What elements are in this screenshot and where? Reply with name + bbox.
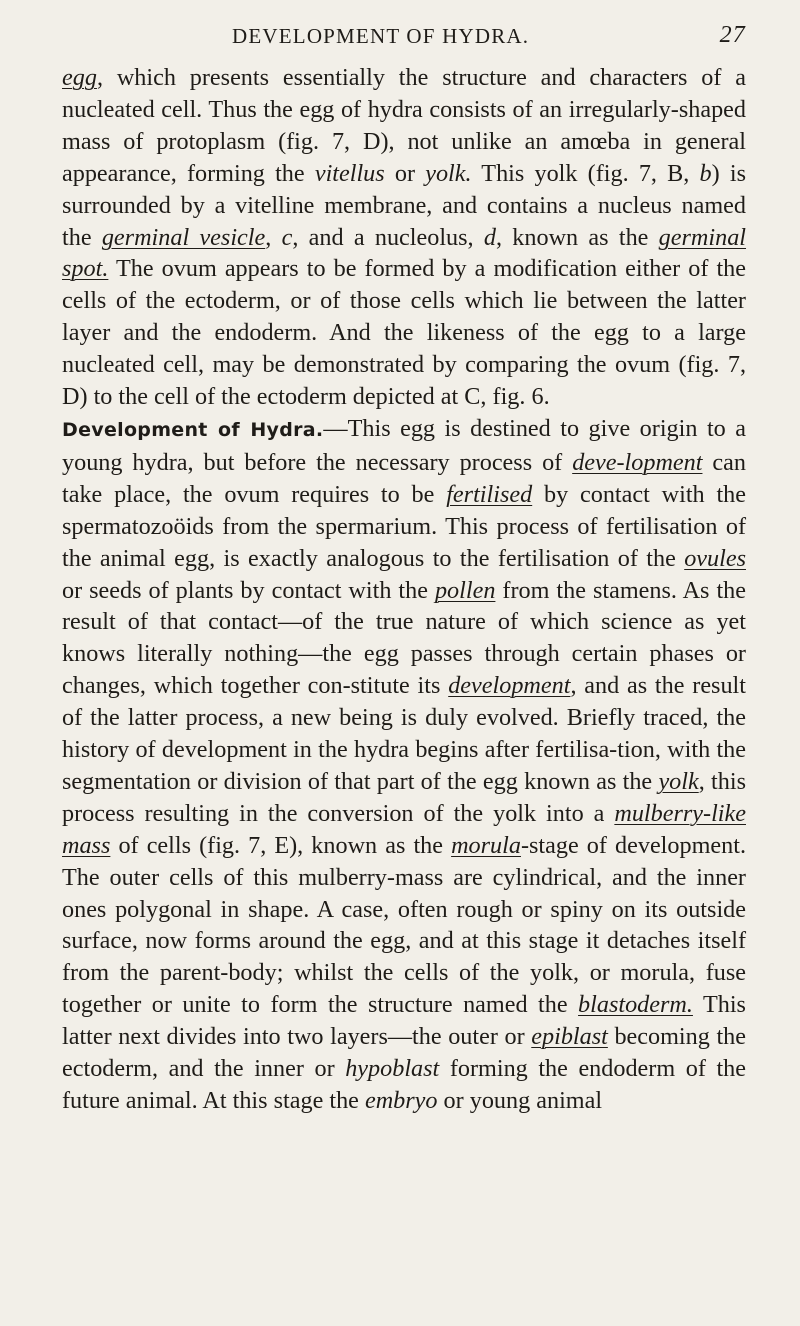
text-run: from the stamens. As the result of that contact—of the true nature of which science as yet knows literally nothing—the egg passes through certain phases or changes, which together con-stitute its — [62, 576, 746, 700]
text-run: , — [265, 223, 282, 251]
text-run: or — [384, 159, 426, 187]
text-run: of cells (fig. 7, E), known as the — [110, 831, 452, 859]
emphasized-term: epiblast — [531, 1023, 608, 1051]
emphasized-term: yolk. — [425, 159, 472, 187]
emphasized-term: fertilised — [446, 480, 533, 508]
emphasized-term: yolk — [658, 767, 699, 795]
emphasized-term: c — [281, 223, 293, 251]
emphasized-term: d — [483, 223, 496, 251]
text-run: or young animal — [437, 1087, 603, 1114]
emphasized-term: b — [699, 159, 712, 187]
section-heading: Development of Hydra. — [62, 418, 324, 441]
text-run: can take place, the ovum requires to be — [62, 448, 746, 508]
body-text — [62, 62, 746, 1117]
emphasized-term: mulberry-like mass — [62, 799, 746, 859]
text-run: , which presents essentially the structure and characters of a nucleated cell. Thus the egg of hydra consists of an irregularly-shaped mass of protoplasm (fig. 7, D), not unlike an amœba in general appearance, forming the — [62, 64, 746, 187]
emphasized-term: blastoderm. — [578, 991, 693, 1019]
text-run: becoming the ectoderm, and the inner or — [62, 1023, 746, 1083]
emphasized-term: ovules — [684, 544, 746, 572]
running-head — [62, 22, 746, 58]
running-title: DEVELOPMENT OF HYDRA. — [232, 24, 530, 48]
emphasized-term: development — [448, 672, 571, 700]
text-run: or seeds of plants by contact with the — [62, 576, 435, 604]
emphasized-term: hypoblast — [345, 1055, 440, 1083]
text-run: , and a nucleolus, — [292, 223, 484, 251]
text-run: by contact with the spermatozoöids from the spermarium. This process of fertilisation of the animal egg, is exactly analogous to the fertilisation of the — [62, 480, 747, 572]
text-run: , this process resulting in the conversion of the yolk into a — [62, 767, 746, 827]
text-run: —This egg is destined to give origin to a young hydra, but before the necessary process of — [62, 414, 746, 476]
emphasized-term: pollen — [434, 576, 496, 604]
text-run: This latter next divides into two layers—the outer or — [62, 991, 746, 1051]
text-run: forming the endoderm of the future animal. At this stage the — [62, 1055, 746, 1114]
emphasized-term: germinal vesicle — [101, 223, 266, 251]
text-run: This yolk (fig. 7, B, — [471, 159, 700, 187]
emphasized-term: vitellus — [314, 159, 385, 187]
page-number: 27 — [719, 22, 746, 48]
emphasized-term: morula — [451, 831, 521, 859]
paragraph — [62, 62, 746, 413]
emphasized-term: embryo — [364, 1087, 438, 1114]
emphasized-term: deve-lopment — [572, 448, 703, 476]
text-run: -stage of development. The outer cells of this mulberry-mass are cylindrical, and the inner ones polygonal in shape. A case, often rough or spiny on its outside surface, now forms around the egg, and at this stage it detaches itself from the parent-body; whilst the cells of the yolk, or morula, fuse together or unite to form the structure named the — [62, 831, 746, 1019]
text-run: , known as the — [495, 223, 659, 251]
text-run: , and as the result of the latter process, a new being is duly evolved. Briefly traced, the history of development in the hydra begins after fertilisa-tion, with the segmentation or division of that part of the egg known as the — [62, 672, 746, 795]
emphasized-term: germinal spot. — [62, 223, 747, 283]
text-run: The ovum appears to be formed by a modification either of the cells of the ectoderm, or of those cells which lie between the latter layer and the endoderm. And the likeness of the egg to a large nucleated cell, may be demonstrated by comparing the ovum (fig. 7, D) to the cell of the ectoderm depicted at C, fig. 6. — [62, 255, 746, 411]
paragraph — [62, 413, 746, 1117]
emphasized-term: egg — [62, 64, 97, 91]
text-run: ) is surrounded by a vitelline membrane, and contains a nucleus named the — [62, 159, 746, 251]
